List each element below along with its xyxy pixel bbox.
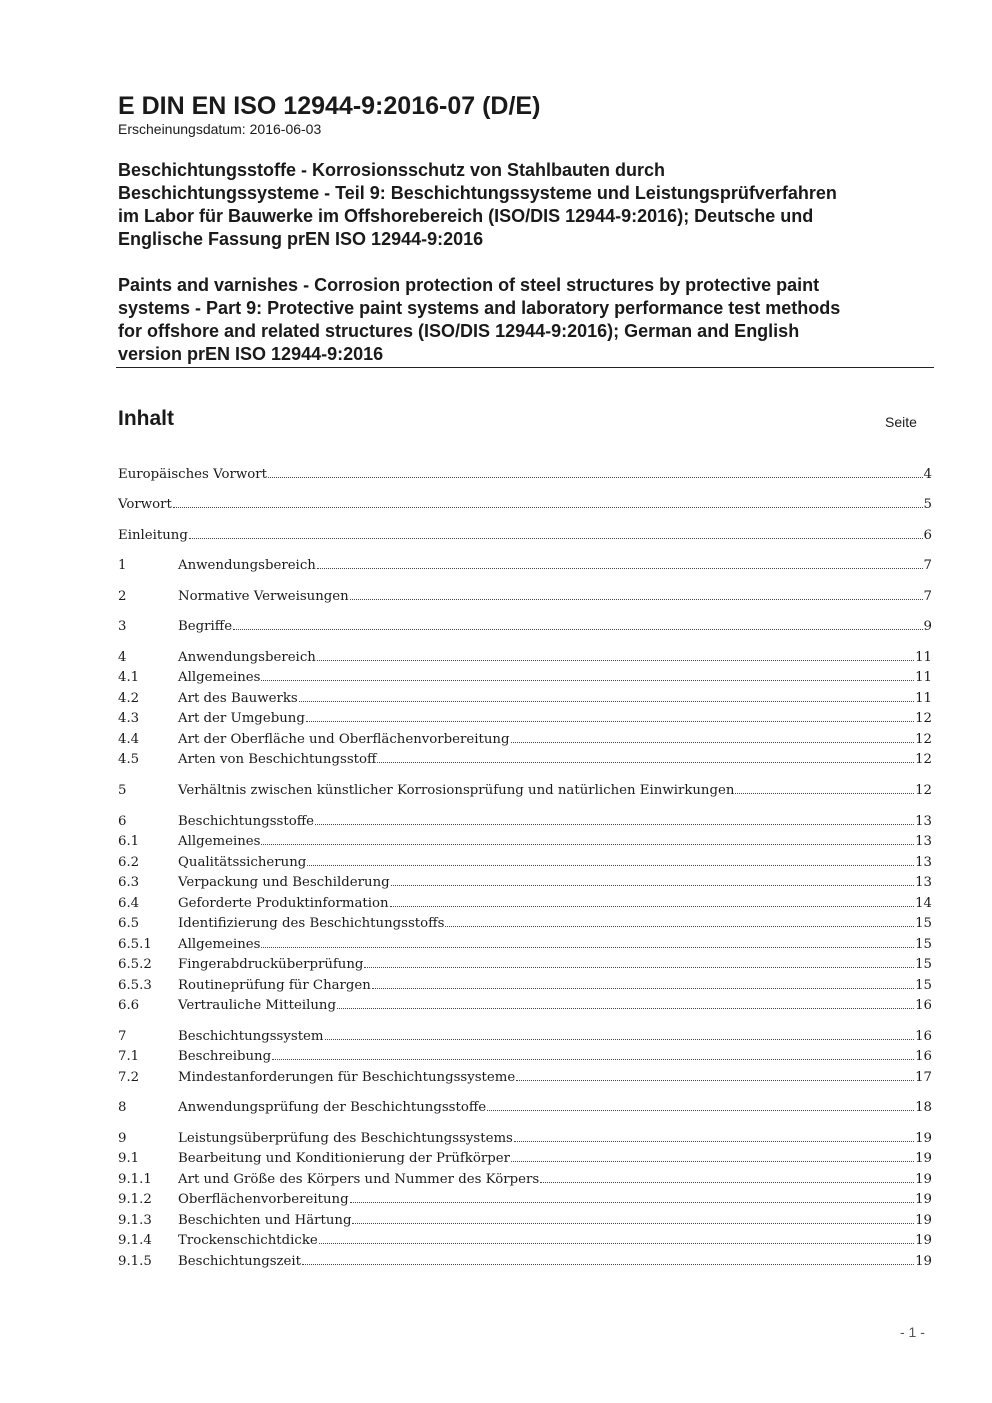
toc-entry[interactable] [118, 616, 932, 635]
toc-entry[interactable] [118, 934, 932, 953]
toc-entry-number: 4.5 [118, 752, 140, 767]
toc-entry-page: 13 [915, 814, 932, 829]
toc-entry-number: 8 [118, 1100, 127, 1115]
toc-entry-title: Verhältnis zwischen künstlicher Korrosionsprüfung und natürlichen Einwirkungen [178, 783, 735, 798]
toc-entry-number: 4 [118, 650, 127, 665]
toc-entry-number: 4.4 [118, 732, 140, 747]
publication-date-label: Erscheinungsdatum: [118, 121, 246, 137]
toc-entry[interactable] [118, 954, 932, 973]
toc-entry[interactable] [118, 464, 932, 483]
document-id: E DIN EN ISO 12944-9:2016-07 (D/E) [118, 92, 541, 120]
toc-entry[interactable] [118, 667, 932, 686]
toc-dot-leader [516, 1067, 914, 1081]
toc-entry-page: 13 [915, 875, 932, 890]
toc-entry-title: Oberflächenvorbereitung [178, 1192, 349, 1207]
toc-entry-page: 19 [915, 1233, 932, 1248]
toc-dot-leader [189, 525, 923, 539]
toc-entry-number: 4.3 [118, 711, 140, 726]
toc-dot-leader [317, 647, 914, 661]
toc-dot-leader [540, 1169, 914, 1183]
toc-dot-leader [306, 708, 914, 722]
toc-entry-title: Art und Größe des Körpers und Nummer des Körpers [178, 1172, 540, 1187]
toc-entry[interactable] [118, 913, 932, 932]
toc-entry-page: 4 [923, 467, 932, 482]
toc-entry[interactable] [118, 1067, 932, 1086]
toc-entry-title: Geforderte Produktinformation [178, 896, 389, 911]
toc-entry[interactable] [118, 1210, 932, 1229]
toc-dot-leader [299, 688, 914, 702]
toc-entry-page: 19 [915, 1254, 932, 1269]
toc-entry[interactable] [118, 995, 932, 1014]
toc-entry-number: 1 [118, 558, 127, 573]
toc-entry-number: 3 [118, 619, 127, 634]
toc-entry-page: 15 [915, 937, 932, 952]
toc-entry-page: 19 [915, 1213, 932, 1228]
toc-entry-title: Art der Umgebung [178, 711, 305, 726]
toc-entry[interactable] [118, 1169, 932, 1188]
toc-entry-number: 9.1.4 [118, 1233, 152, 1248]
toc-dot-leader [364, 954, 914, 968]
toc-entry-title: Routineprüfung für Chargen [178, 978, 371, 993]
toc-entry-page: 13 [915, 855, 932, 870]
toc-dot-leader [272, 1046, 914, 1060]
toc-entry-title: Normative Verweisungen [178, 589, 349, 604]
toc-entry-number: 7.2 [118, 1070, 140, 1085]
toc-entry[interactable] [118, 525, 932, 544]
toc-entry-page: 7 [923, 589, 932, 604]
toc-entry-number: 9.1 [118, 1151, 140, 1166]
toc-entry-page: 19 [915, 1192, 932, 1207]
toc-entry-page: 11 [915, 691, 932, 706]
toc-entry-page: 13 [915, 834, 932, 849]
toc-entry-title: Beschreibung [178, 1049, 272, 1064]
toc-entry-title: Bearbeitung und Konditionierung der Prüfkörper [178, 1151, 510, 1166]
toc-entry[interactable] [118, 586, 932, 605]
toc-entry-page: 12 [915, 752, 932, 767]
toc-dot-leader [233, 616, 922, 630]
toc-entry-title: Beschichtungsstoffe [178, 814, 315, 829]
toc-entry-title: Art des Bauwerks [178, 691, 298, 706]
toc-entry-number: 6.5.1 [118, 937, 152, 952]
toc-dot-leader [445, 913, 914, 927]
title-english-line: for offshore and related structures (ISO/DIS 12944-9:2016); German and English [118, 321, 800, 341]
toc-entry-title: Art der Oberfläche und Oberflächenvorbereitung [178, 732, 510, 747]
toc-entry[interactable] [118, 708, 932, 727]
toc-entry[interactable] [118, 1230, 932, 1249]
toc-entry-page: 12 [915, 732, 932, 747]
toc-dot-leader [319, 1230, 914, 1244]
toc-dot-leader [350, 586, 923, 600]
toc-entry-page: 6 [923, 528, 932, 543]
toc-entry[interactable] [118, 647, 932, 666]
toc-entry[interactable] [118, 749, 932, 768]
toc-entry-page: 19 [915, 1151, 932, 1166]
toc-entry-title: Allgemeines [178, 834, 261, 849]
toc-entry-number: 6.2 [118, 855, 140, 870]
toc-entry-number: 9.1.3 [118, 1213, 152, 1228]
toc-entry[interactable] [118, 1046, 932, 1065]
toc-dot-leader [372, 975, 914, 989]
toc-entry-title: Beschichten und Härtung [178, 1213, 352, 1228]
toc-entry-number: 6.4 [118, 896, 140, 911]
title-german-line: Beschichtungsstoffe - Korrosionsschutz von Stahlbauten durch [118, 160, 666, 180]
toc-entry-number: 4.2 [118, 691, 140, 706]
toc-entry-title: Trockenschichtdicke [178, 1233, 318, 1248]
toc-dot-leader [315, 811, 914, 825]
toc-entry[interactable] [118, 780, 932, 799]
toc-entry-page: 15 [915, 978, 932, 993]
toc-entry-title: Beschichtungssystem [178, 1029, 324, 1044]
toc-entry[interactable] [118, 494, 932, 513]
toc-entry-title: Mindestanforderungen für Beschichtungssysteme [178, 1070, 516, 1085]
toc-entry[interactable] [118, 688, 932, 707]
toc-dot-leader [511, 729, 915, 743]
toc-entry-page: 9 [923, 619, 932, 634]
toc-entry-page: 5 [923, 497, 932, 512]
toc-entry-number: 6.5.2 [118, 957, 152, 972]
toc-entry-title: Vertrauliche Mitteilung [178, 998, 336, 1013]
toc-entry[interactable] [118, 1189, 932, 1208]
toc-dot-leader [511, 1148, 914, 1162]
toc-entry-page: 16 [915, 1049, 932, 1064]
toc-entry-page: 7 [923, 558, 932, 573]
toc-entry-number: 6.6 [118, 998, 140, 1013]
title-english-line: version prEN ISO 12944-9:2016 [118, 344, 384, 364]
toc-entry-title: Beschichtungszeit [178, 1254, 302, 1269]
toc-dot-leader [325, 1026, 915, 1040]
toc-entry-page: 19 [915, 1172, 932, 1187]
toc-entry[interactable] [118, 811, 932, 830]
toc-entry-number: 6.5.3 [118, 978, 152, 993]
toc-entry[interactable] [118, 852, 932, 871]
toc-entry-title: Europäisches Vorwort [118, 467, 267, 482]
toc-entry[interactable] [118, 1026, 932, 1045]
toc-entry[interactable] [118, 1097, 932, 1116]
toc-entry-page: 14 [915, 896, 932, 911]
toc-dot-leader [735, 780, 914, 794]
toc-entry-page: 17 [915, 1070, 932, 1085]
toc-dot-leader [337, 995, 914, 1009]
toc-entry[interactable] [118, 975, 932, 994]
toc-entry-number: 9 [118, 1131, 127, 1146]
toc-page-column-label: Seite [885, 414, 917, 430]
toc-entry-title: Fingerabdrucküberprüfung [178, 957, 364, 972]
title-english-line: systems - Part 9: Protective paint systems and laboratory performance test methods [118, 298, 841, 318]
toc-entry-number: 9.1.1 [118, 1172, 152, 1187]
toc-entry-title: Arten von Beschichtungsstoff [178, 752, 377, 767]
title-german-line: im Labor für Bauwerke im Offshorebereich (ISO/DIS 12944-9:2016); Deutsche und [118, 206, 814, 226]
toc-entry-title: Anwendungsbereich [178, 650, 316, 665]
toc-entry-title: Einleitung [118, 528, 188, 543]
toc-entry[interactable] [118, 872, 932, 891]
toc-dot-leader [352, 1210, 914, 1224]
toc-dot-leader [302, 1251, 914, 1265]
toc-dot-leader [317, 555, 923, 569]
toc-dot-leader [377, 749, 914, 763]
title-english-line: Paints and varnishes - Corrosion protection of steel structures by protective paint [118, 275, 820, 295]
toc-dot-leader [487, 1097, 914, 1111]
title-german-line: Englische Fassung prEN ISO 12944-9:2016 [118, 229, 484, 249]
toc-dot-leader [514, 1128, 914, 1142]
toc-entry-number: 6.3 [118, 875, 140, 890]
toc-entry-page: 12 [915, 783, 932, 798]
toc-entry[interactable] [118, 729, 932, 748]
toc-entry-number: 6.1 [118, 834, 140, 849]
toc-entry-title: Qualitätssicherung [178, 855, 307, 870]
toc-entry-title: Allgemeines [178, 670, 261, 685]
toc-entry-title: Identifizierung des Beschichtungsstoffs [178, 916, 445, 931]
toc-entry-title: Vorwort [118, 497, 172, 512]
toc-entry-title: Verpackung und Beschilderung [178, 875, 390, 890]
toc-entry-number: 6 [118, 814, 127, 829]
toc-entry-page: 11 [915, 670, 932, 685]
toc-entry-number: 2 [118, 589, 127, 604]
toc-dot-leader [350, 1189, 914, 1203]
toc-entry-page: 16 [915, 1029, 932, 1044]
toc-entry[interactable] [118, 1148, 932, 1167]
toc-entry-number: 6.5 [118, 916, 140, 931]
toc-entry-number: 4.1 [118, 670, 140, 685]
toc-entry[interactable] [118, 831, 932, 850]
toc-entry-number: 5 [118, 783, 127, 798]
toc-entry[interactable] [118, 1251, 932, 1270]
toc-entry-number: 9.1.5 [118, 1254, 152, 1269]
toc-entry-title: Allgemeines [178, 937, 261, 952]
toc-entry-page: 11 [915, 650, 932, 665]
toc-dot-leader [261, 667, 914, 681]
toc-dot-leader [391, 872, 914, 886]
toc-entry-page: 18 [915, 1100, 932, 1115]
toc-entry-number: 7.1 [118, 1049, 140, 1064]
toc-entry-page: 19 [915, 1131, 932, 1146]
page-number: - 1 - [900, 1324, 925, 1340]
toc-dot-leader [173, 494, 923, 508]
toc-dot-leader [390, 893, 915, 907]
toc-entry-page: 12 [915, 711, 932, 726]
toc-dot-leader [307, 852, 914, 866]
toc-entry-title: Begriffe [178, 619, 233, 634]
toc-entry-title: Leistungsüberprüfung des Beschichtungssystems [178, 1131, 513, 1146]
title-german-line: Beschichtungssysteme - Teil 9: Beschichtungssysteme und Leistungsprüfverfahren [118, 183, 837, 203]
toc-entry[interactable] [118, 1128, 932, 1147]
publication-date-value: 2016-06-03 [249, 121, 322, 137]
toc-entry-page: 15 [915, 916, 932, 931]
toc-entry-title: Anwendungsbereich [178, 558, 316, 573]
toc-entry-number: 9.1.2 [118, 1192, 152, 1207]
toc-entry-page: 15 [915, 957, 932, 972]
toc-heading: Inhalt [118, 407, 174, 430]
toc-entry-title: Anwendungsprüfung der Beschichtungsstoffe [178, 1100, 487, 1115]
toc-entry[interactable] [118, 555, 932, 574]
toc-dot-leader [261, 934, 914, 948]
toc-dot-leader [261, 831, 914, 845]
toc-entry-page: 16 [915, 998, 932, 1013]
toc-dot-leader [268, 464, 923, 478]
toc-entry[interactable] [118, 893, 932, 912]
toc-entry-number: 7 [118, 1029, 127, 1044]
